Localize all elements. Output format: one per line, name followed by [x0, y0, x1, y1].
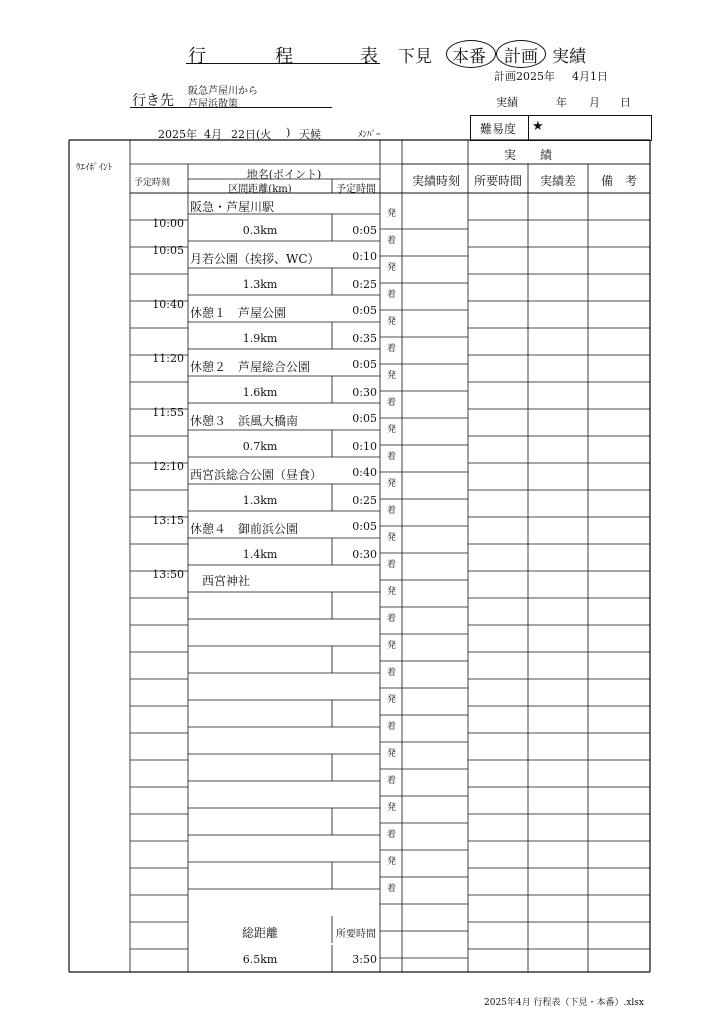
- type-jisseki: 実績: [552, 47, 586, 67]
- arrive-mark: 着: [387, 236, 397, 246]
- depart-mark: 発: [387, 479, 397, 489]
- stop-time-4: 11:20: [152, 352, 184, 365]
- stop-name-6: 西宮浜総合公園（昼食）: [190, 468, 323, 482]
- plan-date-label: 計画2025年: [494, 70, 555, 83]
- waypoint-header: ｳｴｲﾎﾟｲﾝﾄ: [76, 163, 113, 173]
- leg-dur-3: 0:35: [352, 332, 377, 345]
- stop-time-2: 10:05: [152, 244, 184, 257]
- leg-arrival-1: 10:00: [152, 217, 184, 230]
- depart-mark: 発: [387, 803, 397, 813]
- depart-mark: 発: [387, 533, 397, 543]
- arrive-mark: 着: [387, 884, 397, 894]
- stop-name-4: 休憩２ 芦屋総合公園: [190, 360, 311, 374]
- stop-time-8: 13:50: [152, 568, 184, 581]
- type-honban: 本番: [452, 47, 486, 67]
- members-label: ﾒﾝﾊﾞｰ: [358, 130, 381, 140]
- type-keikaku: 計画: [504, 47, 538, 67]
- scheduled-header: 予定時間: [336, 184, 376, 195]
- distance-header: 区間距離(km): [228, 184, 292, 195]
- jisseki-header: 実 績: [503, 148, 552, 162]
- destination-label: 行き先: [132, 93, 174, 109]
- depart-mark: 発: [387, 317, 397, 327]
- remarks-header: 備 考: [600, 174, 637, 188]
- actual-date-label: 実績: [496, 96, 518, 109]
- leg-dur-5: 0:10: [352, 440, 377, 453]
- depart-mark: 発: [387, 425, 397, 435]
- leg-dist-2: 1.3km: [242, 278, 278, 291]
- destination-line2: 芦屋浜散策: [188, 99, 238, 110]
- date-close: ): [286, 126, 291, 139]
- stop-stay-5: 0:05: [352, 412, 377, 425]
- depart-mark: 発: [387, 749, 397, 759]
- diff-header: 実績差: [539, 174, 576, 188]
- footer-filename: 2025年4月 行程表（下見・本番）.xlsx: [484, 998, 645, 1008]
- stop-time-7: 13:15: [152, 514, 184, 527]
- arrive-mark: 着: [387, 830, 397, 840]
- arrive-mark: 着: [387, 776, 397, 786]
- date-year: 2025年: [158, 128, 197, 141]
- leg-dist-1: 0.3km: [242, 224, 278, 237]
- required-header: 所要時間: [473, 174, 522, 188]
- stop-time-6: 12:10: [152, 460, 184, 473]
- stop-name-7: 休憩４ 御前浜公園: [190, 522, 299, 536]
- leg-dur-1: 0:05: [352, 224, 377, 237]
- stop-name-1: 阪急・芦屋川駅: [190, 200, 275, 214]
- stop-stay-4: 0:05: [352, 358, 377, 371]
- arrive-mark: 着: [387, 614, 397, 624]
- total-distance-label: 総距離: [242, 926, 279, 940]
- arrive-mark: 着: [387, 452, 397, 462]
- difficulty-value: ★: [532, 119, 544, 134]
- stop-name-5: 休憩３ 浜風大橋南: [190, 414, 299, 428]
- stop-time-3: 10:40: [152, 298, 184, 311]
- actual-year: 年: [556, 96, 567, 109]
- depart-mark: 発: [387, 695, 397, 705]
- leg-dist-3: 1.9km: [242, 332, 278, 345]
- title-char-1: 行: [188, 46, 206, 67]
- place-header: 地名(ポイント): [246, 168, 322, 181]
- weather-label: 天候: [299, 128, 321, 141]
- total-time: 3:50: [352, 953, 377, 966]
- arrive-mark: 着: [387, 290, 397, 300]
- stop-name-8: 西宮神社: [202, 574, 251, 588]
- stop-stay-3: 0:05: [352, 304, 377, 317]
- leg-dur-4: 0:30: [352, 386, 377, 399]
- date-month: 4月: [204, 128, 222, 141]
- leg-dur-6: 0:25: [352, 494, 377, 507]
- planned-time-header: 予定時刻: [134, 178, 171, 188]
- stop-name-3: 休憩１ 芦屋公園: [190, 306, 287, 320]
- stop-time-5: 11:55: [152, 406, 184, 419]
- arrive-mark: 着: [387, 560, 397, 570]
- arrive-mark: 着: [387, 506, 397, 516]
- leg-dist-6: 1.3km: [242, 494, 278, 507]
- total-time-label: 所要時間: [336, 929, 376, 940]
- depart-mark: 発: [387, 371, 397, 381]
- arrive-mark: 着: [387, 344, 397, 354]
- leg-dur-7: 0:30: [352, 548, 377, 561]
- arrive-mark: 着: [387, 398, 397, 408]
- stop-stay-7: 0:05: [352, 520, 377, 533]
- stop-stay-6: 0:40: [352, 466, 377, 479]
- leg-dist-7: 1.4km: [242, 548, 278, 561]
- depart-mark: 発: [387, 209, 397, 219]
- stop-name-2: 月若公園（挨拶、WC）: [190, 252, 320, 266]
- title-char-3: 表: [360, 46, 378, 67]
- actual-day: 日: [620, 96, 631, 109]
- actual-month: 月: [589, 96, 600, 109]
- total-distance: 6.5km: [242, 953, 278, 966]
- destination-line1: 阪急芦屋川から: [188, 86, 258, 97]
- difficulty-label: 難易度: [480, 122, 517, 136]
- arrive-mark: 着: [387, 668, 397, 678]
- arrive-mark: 着: [387, 722, 397, 732]
- date-day: 22日(火: [231, 128, 272, 141]
- depart-mark: 発: [387, 587, 397, 597]
- title-char-2: 程: [275, 46, 293, 67]
- depart-mark: 発: [387, 641, 397, 651]
- plan-date-value: 4月1日: [572, 70, 608, 83]
- depart-mark: 発: [387, 857, 397, 867]
- leg-dur-2: 0:25: [352, 278, 377, 291]
- depart-mark: 発: [387, 263, 397, 273]
- type-shimi: 下見: [398, 47, 432, 67]
- leg-dist-4: 1.6km: [242, 386, 278, 399]
- stop-stay-2: 0:10: [352, 250, 377, 263]
- actual-time-header: 実績時刻: [411, 174, 460, 188]
- leg-dist-5: 0.7km: [242, 440, 278, 453]
